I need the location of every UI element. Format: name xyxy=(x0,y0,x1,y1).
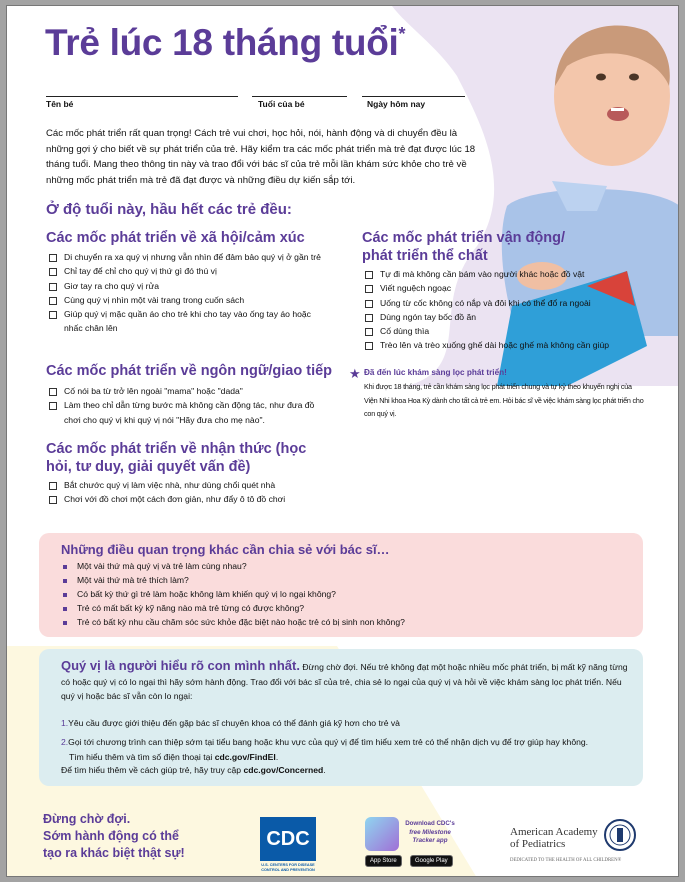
screening-title: Đã đến lúc khám sàng lọc phát triển! xyxy=(364,368,507,377)
child-age-line[interactable] xyxy=(252,96,347,97)
checkbox-item[interactable]: Giúp quý vị mặc quần áo cho trẻ khi cho tay vào ống tay áo hoặc nhấc chân lên xyxy=(46,307,326,336)
know-box-title: Quý vị là người hiểu rõ con mình nhất. xyxy=(61,658,300,673)
list-item: Trẻ có bất kỳ nhu cầu chăm sóc sức khỏe đặc biệt nào hoặc trẻ có bị sinh non không? xyxy=(61,616,621,630)
app-store-badge[interactable]: App Store xyxy=(365,855,402,867)
child-name-label: Tên bé xyxy=(46,99,74,109)
language-heading: Các mốc phát triển về ngôn ngữ/giao tiếp xyxy=(46,363,333,379)
footer-slogan: Đừng chờ đợi. Sớm hành động có thể tạo ra khác biệt thật sự! xyxy=(43,812,185,860)
share-list xyxy=(61,560,621,630)
checkbox-item[interactable]: Cố nói ba từ trở lên ngoài "mama" hoặc "dada" xyxy=(46,384,331,398)
aap-name: American Academy of Pediatrics xyxy=(510,826,598,850)
checkbox-item[interactable]: Bắt chước quý vị làm việc nhà, như dùng chổi quét nhà xyxy=(46,478,331,492)
checkbox-item[interactable]: Viết nguệch ngoạc xyxy=(362,281,662,295)
social-heading: Các mốc phát triển về xã hội/cảm xúc xyxy=(46,230,305,246)
cognitive-list xyxy=(46,478,331,507)
step-2: 2.Gọi tới chương trình can thiệp sớm tại tiểu bang hoặc khu vực của quý vị để tìm hiểu xem trẻ có thể nhận dịch vụ để trợ giúp hay không. Tìm hiểu thêm và tìm số điện thoại tại cdc.gov/FindEI. xyxy=(61,737,589,762)
intro-text: Các mốc phát triển rất quan trọng! Cách trẻ vui chơi, học hỏi, nói, hành động và di chuyển đều là những gợi ý cho biết về sự phát triển của trẻ. Hãy kiểm tra các mốc phát triển mà trẻ đạt được lúc 18 tháng tuổi. Mang theo thông tin này và trao đổi với bác sĩ của trẻ mỗi lần khám sức khỏe cho trẻ về những mốc phát triển mà trẻ đã đạt được và những điều dự kiến sắp tới. xyxy=(46,128,476,186)
list-item: Có bất kỳ thứ gì trẻ làm hoặc không làm khiến quý vị lo ngại không? xyxy=(61,588,621,602)
cdc-logo: CDC xyxy=(260,817,316,861)
list-item: Trẻ có mất bất kỳ kỹ năng nào mà trẻ từng có được không? xyxy=(61,602,621,616)
checkbox-item[interactable]: Tự đi mà không cần bám vào người khác hoặc đồ vật xyxy=(362,267,662,281)
checkbox-item[interactable]: Cố dùng thìa xyxy=(362,324,662,338)
checkbox-item[interactable]: Dùng ngón tay bốc đồ ăn xyxy=(362,310,662,324)
child-age-label: Tuổi của bé xyxy=(258,99,305,109)
checkbox-item[interactable]: Giơ tay ra cho quý vị rửa xyxy=(46,279,326,293)
checkbox-item[interactable]: Trèo lên và trèo xuống ghế dài hoặc ghế mà không cần giúp xyxy=(362,338,662,352)
physical-list xyxy=(362,267,662,353)
checkbox-item[interactable]: Cùng quý vị nhìn một vài trang trong cuốn sách xyxy=(46,293,326,307)
screening-text: Khi được 18 tháng, trẻ cần khám sàng lọc phát triển chung và tự kỷ theo khuyến nghị của Viện Nhi khoa Hoa Kỳ dành cho tất cả trẻ em. Hỏi bác sĩ về việc khám sàng lọc phát triển cho con quý vị. xyxy=(364,382,644,418)
page-title: Trẻ lúc 18 tháng tuổi* xyxy=(45,22,406,63)
social-list xyxy=(46,250,326,336)
aap-tagline: DEDICATED TO THE HEALTH OF ALL CHILDREN® xyxy=(510,858,622,863)
know-your-child-box xyxy=(39,649,643,786)
list-item: Một vài thứ mà trẻ thích làm? xyxy=(61,574,621,588)
milestone-app-icon[interactable] xyxy=(365,817,399,851)
app-download-text: Download CDC's free Milestone Tracker app xyxy=(405,820,455,844)
date-line[interactable] xyxy=(362,96,465,97)
star-icon: ★ xyxy=(349,366,361,381)
child-name-line[interactable] xyxy=(46,96,238,97)
know-box-text: Đừng chờ đợi. Nếu trẻ không đạt một hoặc nhiều mốc phát triển, bị mất kỹ năng từng có hoặc quý vị có lo ngại thì hãy sớm hành động. Trao đổi với bác sĩ của trẻ, chia sẻ lo ngại của quý vị và hỏi về việc khám sàng lọc phát triển. Nếu quý vị hoặc bác sĩ vẫn còn lo ngại: xyxy=(61,662,628,701)
concerned-link[interactable]: cdc.gov/Concerned xyxy=(243,765,324,775)
checkbox-item[interactable]: Làm theo chỉ dẫn từng bước mà không cần động tác, như đưa đồ chơi cho quý vị khi quý vị nói "Hãy đưa cho mẹ nào". xyxy=(46,398,331,427)
aap-seal-icon xyxy=(603,818,637,852)
date-label: Ngày hôm nay xyxy=(367,99,426,109)
cognitive-heading: Các mốc phát triển về nhận thức (học hỏi, tư duy, giải quyết vấn đề) xyxy=(46,441,307,475)
physical-heading: Các mốc phát triển vận động/ phát triển thể chất xyxy=(362,230,566,264)
checkbox-item[interactable]: Uống từ cốc không có nắp và đôi khi có thể đổ ra ngoài xyxy=(362,296,662,310)
checkbox-item[interactable]: Chơi với đồ chơi một cách đơn giản, như đẩy ô tô đồ chơi xyxy=(46,492,331,506)
findei-link[interactable]: cdc.gov/FindEI xyxy=(214,751,276,762)
language-list xyxy=(46,384,331,427)
share-box-title: Những điều quan trọng khác cần chia sẻ với bác sĩ… xyxy=(61,542,390,557)
list-item: Một vài thứ mà quý vị và trẻ làm cùng nhau? xyxy=(61,560,621,574)
checkbox-item[interactable]: Di chuyển ra xa quý vị nhưng vẫn nhìn để đảm bảo quý vị ở gần trẻ xyxy=(46,250,326,264)
cdc-subtitle: U.S. CENTERS FOR DISEASE CONTROL AND PREVENTION xyxy=(261,863,315,872)
google-play-badge[interactable]: Google Play xyxy=(410,855,453,867)
share-with-doctor-box xyxy=(39,533,643,637)
more-info: Để tìm hiểu thêm về cách giúp trẻ, hãy truy cập cdc.gov/Concerned. xyxy=(61,765,326,775)
page xyxy=(6,5,679,877)
checkbox-item[interactable]: Chỉ tay để chỉ cho quý vị thứ gì đó thú vị xyxy=(46,264,326,278)
step-1: 1.Yêu cầu được giới thiệu đến gặp bác sĩ chuyên khoa có thể đánh giá kỹ hơn cho trẻ và xyxy=(61,718,400,728)
age-heading: Ở độ tuổi này, hầu hết các trẻ đều: xyxy=(46,201,292,218)
